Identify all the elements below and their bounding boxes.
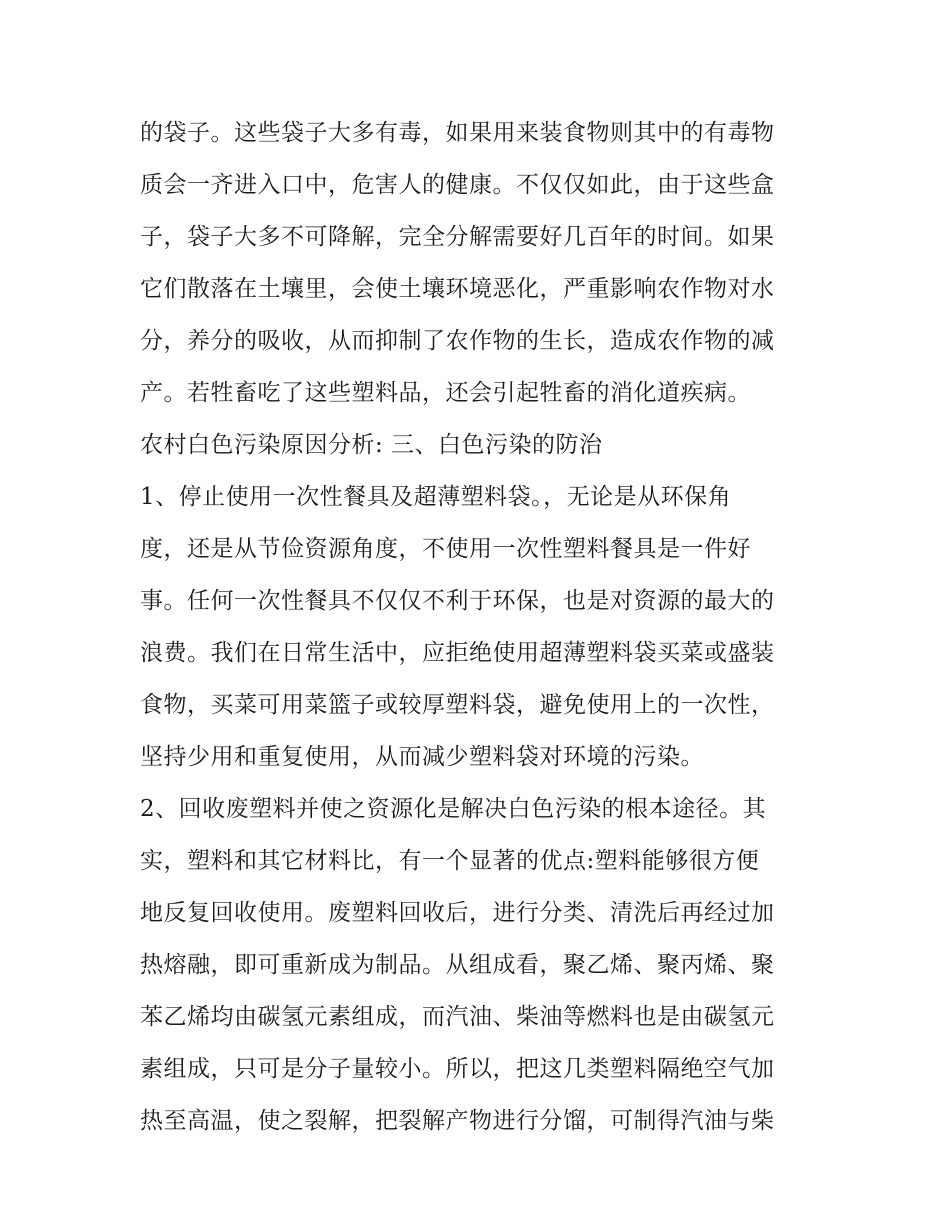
text-line: 地反复回收使用。废塑料回收后，进行分类、清洗后再经过加	[140, 900, 775, 926]
text-line: 苯乙烯均由碳氢元素组成，而汽油、柴油等燃料也是由碳氢元	[140, 1004, 775, 1030]
text-line: 子，袋子大多不可降解，完全分解需要好几百年的时间。如果	[140, 224, 775, 250]
text-line: 热熔融，即可重新成为制品。从组成看，聚乙烯、聚丙烯、聚	[140, 952, 775, 978]
text-line: 分，养分的吸收，从而抑制了农作物的生长，造成农作物的减	[140, 328, 775, 354]
section-heading: 农村白色污染原因分析: 三、白色污染的防治	[140, 432, 603, 458]
text-line: 1、停止使用一次性餐具及超薄塑料袋。，无论是从环保角	[140, 484, 732, 510]
text-line: 产。若牲畜吃了这些塑料品，还会引起牲畜的消化道疾病。	[140, 380, 751, 406]
text-line: 事。任何一次性餐具不仅仅不利于环保，也是对资源的最大的	[140, 588, 775, 614]
text-line: 热至高温，使之裂解，把裂解产物进行分馏，可制得汽油与柴	[140, 1108, 775, 1134]
text-line: 2、回收废塑料并使之资源化是解决白色污染的根本途径。其	[140, 796, 767, 822]
text-line: 的袋子。这些袋子大多有毒，如果用来装食物则其中的有毒物	[140, 120, 775, 146]
text-line: 质会一齐进入口中，危害人的健康。不仅仅如此，由于这些盒	[140, 172, 775, 198]
text-line: 坚持少用和重复使用，从而减少塑料袋对环境的污染。	[140, 744, 704, 770]
text-line: 它们散落在土壤里，会使土壤环境恶化，严重影响农作物对水	[140, 276, 775, 302]
text-line: 素组成，只可是分子量较小。所以，把这几类塑料隔绝空气加	[140, 1056, 775, 1082]
text-line: 实，塑料和其它材料比，有一个显著的优点:塑料能够很方便	[140, 848, 760, 874]
text-line: 浪费。我们在日常生活中，应拒绝使用超薄塑料袋买菜或盛装	[140, 640, 775, 666]
text-line: 食物，买菜可用菜篮子或较厚塑料袋，避免使用上的一次性，	[140, 692, 775, 718]
document-body	[140, 107, 820, 1147]
text-line: 度，还是从节俭资源角度，不使用一次性塑料餐具是一件好	[140, 536, 751, 562]
